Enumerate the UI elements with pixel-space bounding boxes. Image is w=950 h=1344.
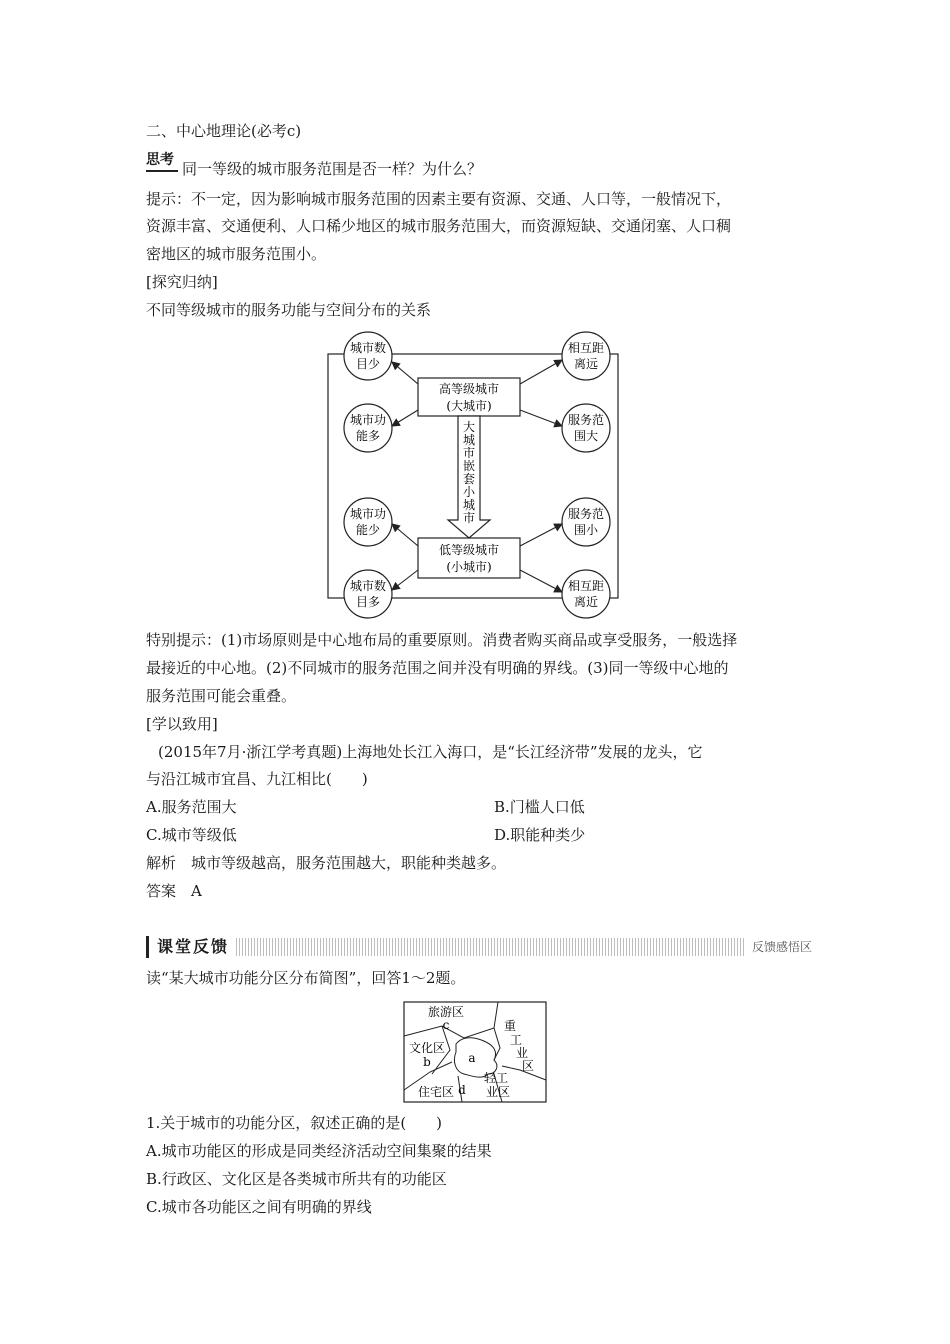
explore-label: [探究归纳] — [146, 273, 218, 291]
label-heavy-4: 区 — [521, 1059, 535, 1073]
special-line-3: 服务范围可能会重叠。 — [146, 687, 297, 705]
svg-text:围小: 围小 — [573, 523, 599, 537]
svg-text:城市数: 城市数 — [349, 579, 387, 593]
option-c: C.城市等级低 — [146, 826, 237, 844]
low-city-line2: (小城市) — [446, 560, 492, 574]
feedback-right-label: 反馈感悟区 — [746, 937, 818, 957]
think-tag: 思考 — [146, 152, 178, 172]
high-city-line1: 高等级城市 — [438, 382, 500, 396]
think-question: 同一等级的城市服务范围是否一样？为什么？ — [182, 160, 483, 178]
circle-tl — [344, 332, 392, 380]
circle-ml-top — [344, 404, 392, 452]
label-residential: 住宅区 — [417, 1085, 455, 1099]
low-city-line1: 低等级城市 — [438, 543, 500, 557]
q1-option-b: B.行政区、文化区是各类城市所共有的功能区 — [146, 1170, 447, 1188]
option-b: B.门槛人口低 — [494, 798, 585, 816]
label-culture: 文化区 — [408, 1041, 446, 1055]
label-center: a — [468, 1051, 476, 1065]
section-heading: 二、中心地理论(必考c) — [146, 122, 302, 140]
nesting-arrow-text — [463, 419, 476, 525]
circle-tr — [562, 332, 610, 380]
svg-text:城市功: 城市功 — [349, 413, 387, 427]
band-pattern — [236, 938, 818, 956]
label-residential-letter: d — [458, 1083, 466, 1097]
circle-mr-top — [562, 404, 610, 452]
svg-text:能少: 能少 — [355, 523, 381, 537]
hint-line-2: 资源丰富、交通便利、人口稀少地区的城市服务范围大，而资源短缺、交通闭塞、人口稠 — [146, 217, 732, 235]
q1-option-c: C.城市各功能区之间有明确的界线 — [146, 1198, 372, 1216]
svg-text:相互距: 相互距 — [567, 579, 605, 593]
feedback-band — [146, 936, 818, 958]
svg-text:小: 小 — [462, 485, 476, 499]
svg-text:城市功: 城市功 — [349, 507, 387, 521]
svg-text:嵌: 嵌 — [462, 459, 476, 473]
svg-text:目多: 目多 — [355, 595, 381, 609]
svg-text:市: 市 — [462, 446, 476, 460]
special-line-2: 最接近的中心地。(2)不同城市的服务范围之间并没有明确的界线。(3)同一等级中心地的 — [146, 659, 729, 677]
svg-text:城: 城 — [462, 433, 476, 447]
option-a: A.服务范围大 — [146, 798, 237, 816]
label-culture-letter: b — [423, 1055, 431, 1069]
svg-text:服务范: 服务范 — [567, 507, 605, 521]
svg-text:城市数: 城市数 — [349, 341, 387, 355]
feedback-intro: 读“某大城市功能分区分布简图”，回答1～2题。 — [146, 969, 466, 987]
city-hierarchy-diagram — [318, 330, 628, 622]
label-tourism-letter: c — [442, 1018, 450, 1032]
label-heavy-3: 业 — [515, 1046, 529, 1060]
hint-line-3: 密地区的城市服务范围小。 — [146, 245, 327, 263]
explore-title: 不同等级城市的服务功能与空间分布的关系 — [146, 301, 432, 319]
svg-text:围大: 围大 — [573, 429, 599, 443]
question-1: 1.关于城市的功能分区，叙述正确的是( ) — [146, 1114, 443, 1132]
special-line-1: 特别提示：(1)市场原则是中心地布局的重要原则。消费者购买商品或享受服务，一般选择 — [146, 631, 738, 649]
apply-question-line-2: 与沿江城市宜昌、九江相比( ) — [146, 770, 368, 788]
svg-text:离近: 离近 — [573, 595, 599, 609]
high-city-line2: (大城市) — [446, 399, 492, 413]
circle-ml-bottom — [344, 498, 392, 546]
svg-text:服务范: 服务范 — [567, 413, 605, 427]
option-d: D.职能种类少 — [494, 826, 586, 844]
svg-text:能多: 能多 — [355, 429, 381, 443]
apply-label: [学以致用] — [146, 715, 218, 733]
svg-text:相互距: 相互距 — [567, 341, 605, 355]
svg-text:大: 大 — [462, 420, 476, 434]
circle-bl — [344, 570, 392, 618]
hint-line-1: 提示：不一定，因为影响城市服务范围的因素主要有资源、交通、人口等，一般情况下， — [146, 190, 732, 208]
label-heavy-2: 工 — [509, 1033, 523, 1047]
svg-text:目少: 目少 — [355, 357, 381, 371]
svg-text:套: 套 — [462, 472, 476, 486]
svg-text:城: 城 — [462, 498, 476, 512]
q1-option-a: A.城市功能区的形成是同类经济活动空间集聚的结果 — [146, 1142, 492, 1160]
label-heavy-1: 重 — [503, 1019, 517, 1033]
city-zone-map — [402, 1000, 548, 1104]
svg-text:离远: 离远 — [573, 357, 599, 371]
label-tourism: 旅游区 — [427, 1005, 465, 1019]
circle-br — [562, 570, 610, 618]
answer: 答案 A — [146, 882, 202, 900]
label-light-1: 轻工 — [483, 1071, 509, 1085]
label-light-2: 业区 — [485, 1085, 511, 1099]
analysis: 解析 城市等级越高，服务范围越大，职能种类越多。 — [146, 854, 507, 872]
apply-question-line-1: (2015年7月·浙江学考真题)上海地处长江入海口，是“长江经济带”发展的龙头，它 — [158, 743, 703, 761]
feedback-title: 课堂反馈 — [146, 936, 229, 958]
svg-text:市: 市 — [462, 511, 476, 525]
circle-mr-bottom — [562, 498, 610, 546]
